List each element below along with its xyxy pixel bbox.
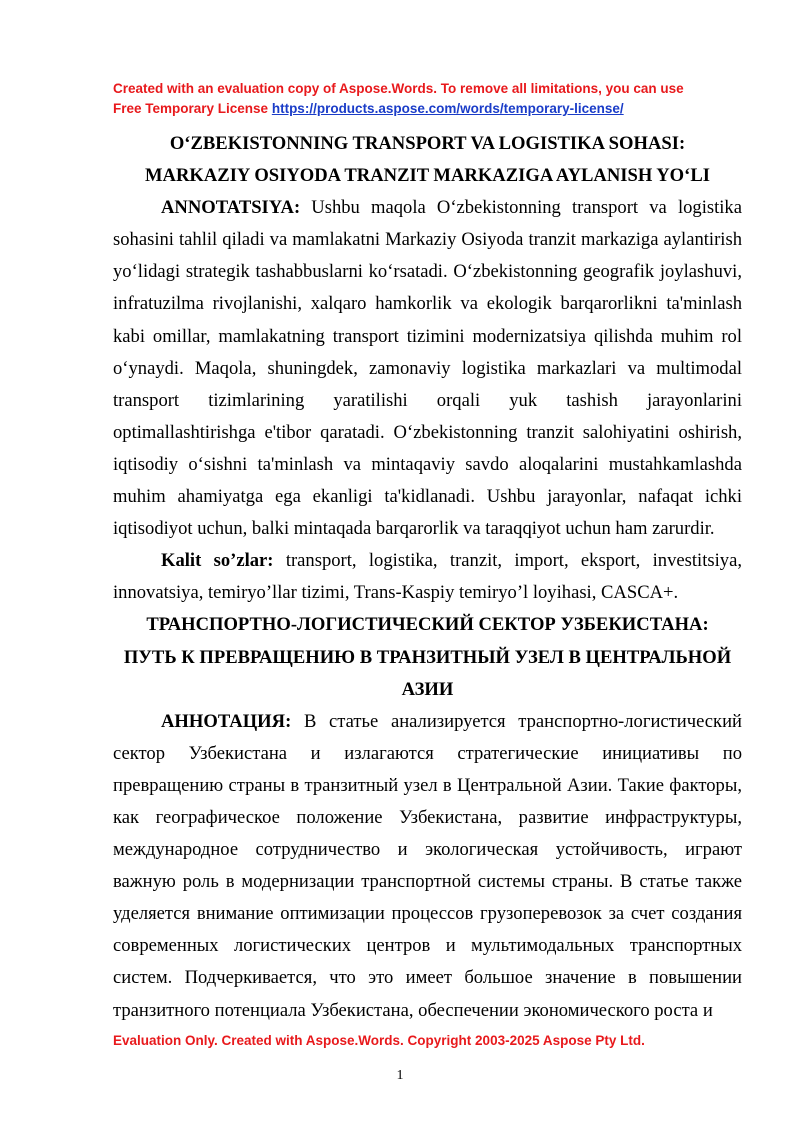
uz-title-line1: O‘ZBEKISTONNING TRANSPORT VA LOGISTIKA SOHASI: [169, 133, 686, 154]
evaluation-notice-prefix: Free Temporary License [113, 101, 272, 116]
ru-abstract-text: В статье анализируется транспортно-логистический сектор Узбекистана и излагаются стратегические инициативы по превращению страны в транзитный узел в Центральной Азии. Такие факторы, как географическое положение Узбекистана, развитие инфраструктуры, международное сотрудничество и экологическая устойчивость, играют важную роль в модернизации транспортной системы страны. В статье также уделяется внимание оптимизации процессов грузоперевозок за счет создания современных логистических центров и мультимодальных транспортных систем. Подчеркивается, что это имеет большое значение в повышении транзитного потенциала Узбекистана, обеспечении экономического роста и [113, 710, 742, 1021]
ru-title-line1: ТРАНСПОРТНО-ЛОГИСТИЧЕСКИЙ СЕКТОР УЗБЕКИСТАНА: [146, 614, 709, 636]
ru-abstract-label: АННОТАЦИЯ: [161, 710, 292, 732]
uz-abstract-text: Ushbu maqola O‘zbekistonning transport va logistika sohasini tahlil qiladi va mamlakatni Markaziy Osiyoda tranzit markaziga aylantirish yo‘lidagi strategik tashabbuslarni ko‘rsatadi. O‘zbekistonning geografik joylashuvi, infratuzilma rivojlanishi, xalqaro hamkorlik va ekologik barqarorlikni ta'minlash kabi omillar, mamlakatning transport tizimini modernizatsiya qilishda muhim rol o‘ynaydi. Maqola, shuningdek, zamonaviy logistika markazlari va multimodal transport tizimlarining yaratilishi orqali yuk tashish jarayonlarini optimallashtirishga e'tibor qaratadi. O‘zbekistonning tranzit salohiyatini oshirish, iqtisodiy o‘sishni ta'minlash va mintaqaviy savdo aloqalarini mustahkamlashda muhim ahamiyatga ega ekanligi ta'kidlanadi. Ushbu jarayonlar, nafaqat ichki iqtisodiyot uchun, balki mintaqada barqarorlik va taraqqiyot uchun ham zarurdir. [113, 197, 742, 540]
evaluation-notice [113, 79, 753, 119]
ru-title-line3: АЗИИ [401, 678, 454, 700]
ru-title-line2: ПУТЬ К ПРЕВРАЩЕНИЮ В ТРАНЗИТНЫЙ УЗЕЛ В ЦЕНТРАЛЬНОЙ [123, 646, 732, 668]
uz-abstract-label: ANNOTATSIYA: [161, 197, 301, 219]
evaluation-footer-notice: Evaluation Only. Created with Aspose.Words. Copyright 2003-2025 Aspose Pty Ltd. [113, 1033, 645, 1048]
evaluation-notice-line1: Created with an evaluation copy of Aspose.Words. To remove all limitations, you can use [113, 81, 684, 96]
page-number: 1 [396, 1068, 404, 1083]
evaluation-notice-line2 [113, 99, 753, 119]
uz-keywords-label: Kalit so’zlar: [161, 550, 274, 572]
uz-title-line2: MARKAZIY OSIYODA TRANZIT MARKAZIGA AYLANISH YO‘LI [145, 165, 710, 187]
ru-abstract [113, 706, 742, 1027]
uz-keywords [113, 545, 742, 609]
document-body [113, 128, 742, 1027]
uz-abstract [113, 192, 742, 545]
uz-keywords-text: transport, logistika, tranzit, import, eksport, investitsiya, innovatsiya, temiryo’llar tizimi, Trans-Kaspiy temiryo’l loyihasi, CASCA+. [113, 550, 742, 604]
temporary-license-link[interactable]: https://products.aspose.com/words/temporary-license/ [271, 101, 624, 116]
